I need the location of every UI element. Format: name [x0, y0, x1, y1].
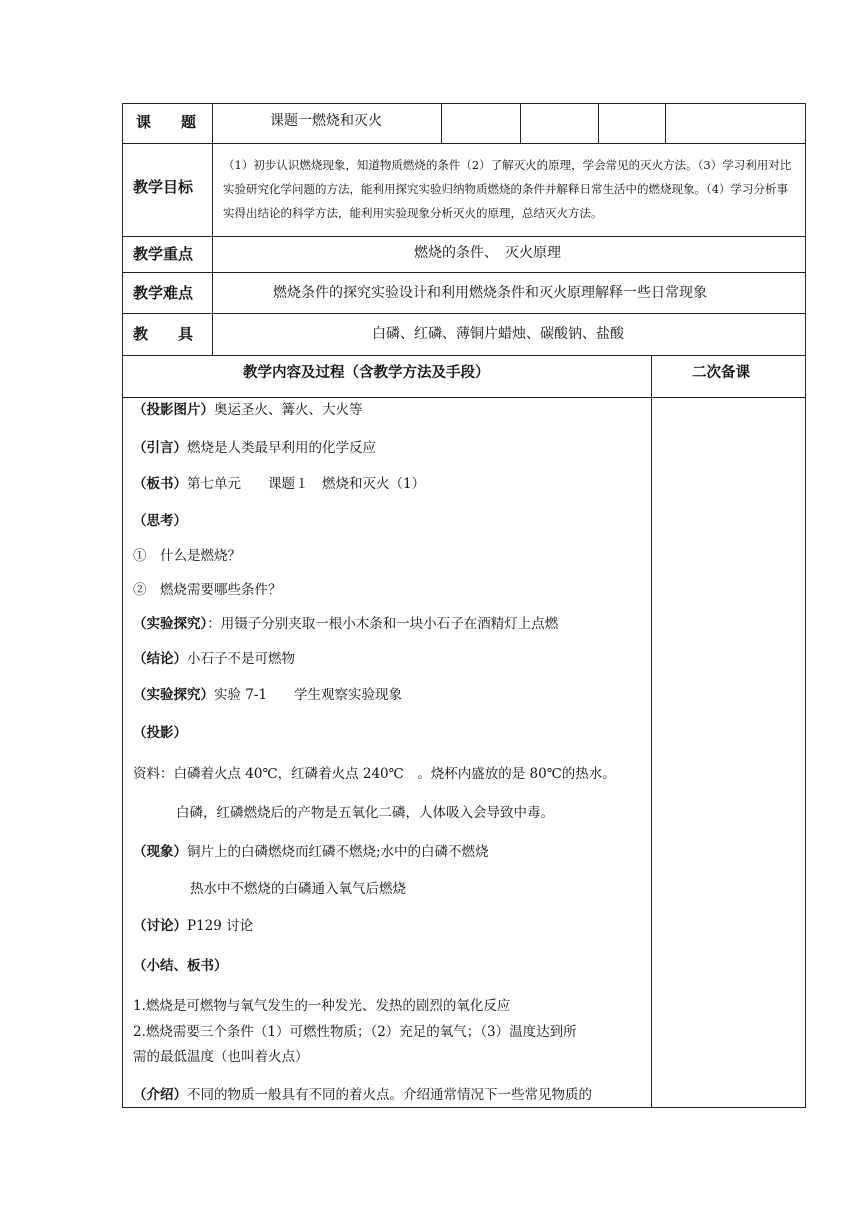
topic-label: 课 题: [136, 113, 197, 131]
content-line: [133, 513, 187, 529]
content-line: [133, 766, 616, 782]
line-text: 奥运圣火、篝火、大火等: [214, 402, 363, 418]
line-text: 第七单元 课题１ 燃烧和灭火（1）: [187, 476, 426, 492]
content-line: [133, 582, 282, 598]
line-text: P129 讨论: [187, 918, 254, 934]
content-line: [133, 440, 376, 456]
line-tag: （结论）: [133, 651, 187, 667]
content-line: [133, 725, 187, 741]
cell-divider: [598, 103, 599, 143]
line-text: ② 燃烧需要哪些条件？: [133, 582, 282, 598]
difficulty-value: 燃烧条件的探究实验设计和利用燃烧条件和灭火原理解释一些日常现象: [273, 285, 707, 301]
line-text: 2.燃烧需要三个条件（1）可燃性物质；（2）充足的氧气；（3）温度达到所: [133, 1024, 577, 1040]
row-divider: [122, 272, 806, 273]
main-content-header: 教学内容及过程（含教学方法及手段）: [243, 364, 490, 381]
content-line: [133, 1049, 309, 1065]
line-text: 实验 7-1 学生观察实验现象: [214, 687, 403, 703]
line-text: 小石子不是可燃物: [187, 651, 295, 667]
table-border-top: [122, 103, 806, 104]
line-tag: （投影图片）: [133, 402, 214, 418]
cell-divider: [665, 103, 666, 143]
side-content-header: 二次备课: [692, 364, 750, 381]
cell-divider: [441, 103, 442, 143]
row-divider: [122, 355, 806, 356]
topic-value: 课题一燃烧和灭火: [270, 113, 382, 129]
content-line: [133, 958, 228, 974]
content-line: [133, 1024, 577, 1040]
line-text: ：用镊子分别夹取一根小木条和一块小石子在酒精灯上点燃: [207, 616, 559, 632]
content-line: [176, 805, 554, 821]
content-line: [133, 1087, 592, 1103]
goals-label: 教学目标: [133, 178, 194, 196]
tools-label: 教 具: [133, 325, 194, 343]
keypoints-label: 教学重点: [133, 245, 194, 263]
line-text: 铜片上的白磷燃烧而红磷不燃烧;水中的白磷不燃烧: [187, 844, 489, 860]
row-divider: [122, 397, 806, 398]
content-line: [133, 402, 363, 418]
line-text: 需的最低温度（也叫着火点）: [133, 1049, 309, 1065]
row-divider: [122, 143, 806, 144]
content-line: [133, 998, 510, 1014]
line-text: 资料：白磷着火点 40℃，红磷着火点 240℃ 。烧杯内盛放的是 80℃的热水。: [133, 766, 616, 782]
content-line: [190, 881, 406, 897]
content-line: [133, 548, 241, 564]
line-tag: （板书）: [133, 476, 187, 492]
content-line: [133, 616, 558, 632]
content-line: [133, 687, 402, 703]
content-line: [133, 651, 295, 667]
table-border-right: [805, 103, 806, 1108]
side-column-divider: [651, 355, 652, 1107]
line-text: 燃烧是人类最早利用的化学反应: [187, 440, 376, 456]
line-text: ① 什么是燃烧？: [133, 548, 241, 564]
line-text: 不同的物质一般具有不同的着火点。介绍通常情况下一些常见物质的: [187, 1087, 592, 1103]
line-tag: （介绍）: [133, 1087, 187, 1103]
line-text: 1.燃烧是可燃物与氧气发生的一种发光、发热的剧烈的氧化反应: [133, 998, 511, 1014]
line-tag: （实验探究）: [133, 687, 214, 703]
row-divider: [122, 236, 806, 237]
goals-text: （1）初步认识燃烧现象，知道物质燃烧的条件（2）了解灭火的原理，学会常见的灭火方法。（3）学习利用对比实验研究化学问题的方法，能利用探究实验归纳物质燃烧的条件并解释日常生活中的燃烧现象。（4）学习分析事实得出结论的科学方法，能利用实验现象分析灭火的原理，总结灭火方法。: [223, 158, 792, 220]
content-line: [133, 918, 253, 934]
difficulty-label: 教学难点: [133, 284, 194, 302]
line-tag: （小结、板书）: [133, 958, 228, 974]
line-text: 白磷，红磷燃烧后的产物是五氧化二磷，人体吸入会导致中毒。: [176, 805, 554, 821]
keypoints-value: 燃烧的条件、 灭火原理: [414, 245, 561, 261]
content-line: [133, 476, 425, 492]
line-text: 热水中不燃烧的白磷通入氧气后燃烧: [190, 881, 406, 897]
label-column-divider: [212, 103, 213, 356]
row-divider: [122, 313, 806, 314]
cell-divider: [520, 103, 521, 143]
content-line: [133, 844, 489, 860]
line-tag: （实验探究）: [133, 616, 208, 632]
line-tag: （讨论）: [133, 918, 187, 934]
line-tag: （引言）: [133, 440, 187, 456]
line-tag: （现象）: [133, 844, 187, 860]
table-border-bottom: [122, 1107, 806, 1108]
table-border-left: [122, 103, 123, 1108]
line-tag: （思考）: [133, 513, 187, 529]
line-tag: （投影）: [133, 725, 187, 741]
tools-value: 白磷、红磷、薄铜片蜡烛、碳酸钠、盐酸: [372, 326, 624, 342]
